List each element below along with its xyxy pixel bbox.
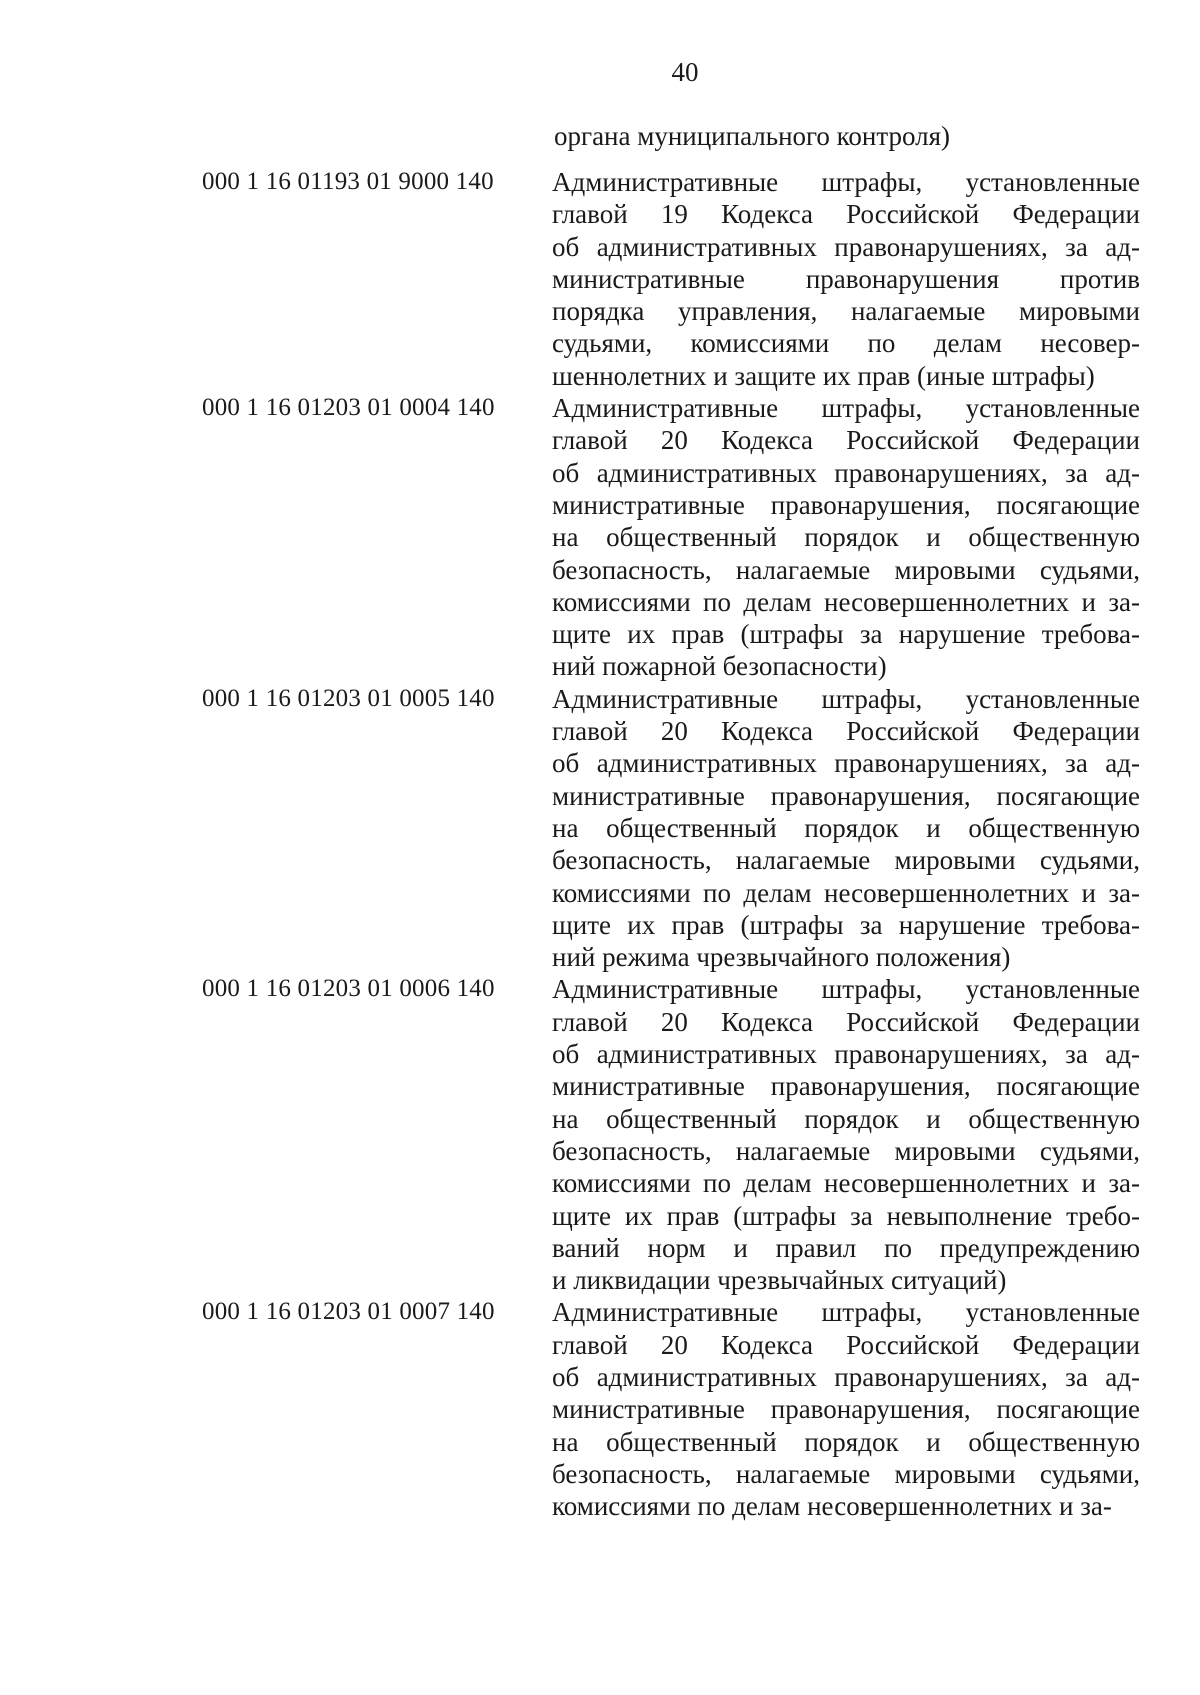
description-line: министративные правонарушения, посягающие <box>552 1394 1140 1425</box>
description-line: министративные правонарушения против <box>552 263 1140 294</box>
budget-code-entry <box>202 973 1140 1296</box>
description-line: комиссиями по делам несовершеннолетних и за- <box>552 877 1140 908</box>
budget-classification-code: 000 1 16 01203 01 0006 140 <box>202 975 495 1003</box>
description-line: министративные правонарушения, посягающие <box>552 489 1140 520</box>
description-line: на общественный порядок и общественную <box>552 1103 1140 1134</box>
entry-description <box>552 683 1140 974</box>
budget-classification-code: 000 1 16 01193 01 9000 140 <box>202 168 494 195</box>
description-line: главой 20 Кодекса Российской Федерации <box>552 425 1140 456</box>
description-line: главой 20 Кодекса Российской Федерации <box>552 716 1140 747</box>
description-line: комиссиями по делам несовершеннолетних и за- <box>552 586 1140 617</box>
description-line: комиссиями по делам несовершеннолетних и за- <box>552 1491 1112 1522</box>
description-line: Административные штрафы, установленные <box>552 167 1140 197</box>
description-line: порядка управления, налагаемые мировыми <box>552 296 1140 327</box>
description-line: безопасность, налагаемые мировыми судьями, <box>552 1458 1140 1489</box>
description-line: об административных правонарушениях, за ад- <box>552 457 1140 488</box>
entry-description <box>552 392 1140 683</box>
budget-classification-code: 000 1 16 01203 01 0005 140 <box>202 684 495 712</box>
description-line: безопасность, налагаемые мировыми судьями, <box>552 845 1140 876</box>
description-line: на общественный порядок и общественную <box>552 522 1140 553</box>
budget-code-entry <box>202 1296 1140 1522</box>
budget-classification-code: 000 1 16 01203 01 0007 140 <box>202 1298 495 1326</box>
description-line: главой 19 Кодекса Российской Федерации <box>552 199 1140 230</box>
description-line: ний пожарной безопасности) <box>552 651 887 682</box>
description-line: об административных правонарушениях, за ад- <box>552 1361 1140 1392</box>
description-line: Административные штрафы, установленные <box>552 974 1140 1005</box>
description-line: и ликвидации чрезвычайных ситуаций) <box>552 1265 1007 1296</box>
entry-description <box>552 1296 1140 1522</box>
description-line: Административные штрафы, установленные <box>552 393 1140 424</box>
budget-classification-code: 000 1 16 01203 01 0004 140 <box>202 394 495 422</box>
budget-code-entry <box>202 683 1140 974</box>
description-line: министративные правонарушения, посягающие <box>552 780 1140 811</box>
description-line: щите их прав (штрафы за нарушение требова- <box>552 909 1140 940</box>
description-line: об административных правонарушениях, за ад- <box>552 748 1140 779</box>
description-line: щите их прав (штрафы за нарушение требова- <box>552 619 1140 650</box>
budget-code-entry <box>202 392 1140 683</box>
description-line: на общественный порядок и общественную <box>552 1426 1140 1457</box>
description-line: главой 20 Кодекса Российской Федерации <box>552 1006 1140 1037</box>
description-line: министративные правонарушения, посягающие <box>552 1071 1140 1102</box>
description-line: Административные штрафы, установленные <box>552 1297 1140 1328</box>
description-line: ний режима чрезвычайного положения) <box>552 942 1011 973</box>
description-line: главой 20 Кодекса Российской Федерации <box>552 1329 1140 1360</box>
description-line: щите их прав (штрафы за невыполнение требо- <box>552 1200 1140 1231</box>
description-line: ваний норм и правил по предупреждению <box>552 1232 1140 1263</box>
budget-code-list <box>202 166 1140 1522</box>
description-line: безопасность, налагаемые мировыми судьями, <box>552 1135 1140 1166</box>
description-line: безопасность, налагаемые мировыми судьями, <box>552 554 1140 585</box>
page-number: 40 <box>671 57 699 87</box>
description-line: на общественный порядок и общественную <box>552 812 1140 843</box>
continuation-text: органа муниципального контроля) <box>554 121 951 151</box>
entry-description <box>552 973 1140 1296</box>
description-line: судьями, комиссиями по делам несовер- <box>552 328 1140 359</box>
budget-code-entry <box>202 166 1140 392</box>
description-line: об административных правонарушениях, за ад- <box>552 231 1140 262</box>
description-line: шеннолетних и защите их прав (иные штрафы) <box>552 360 1095 391</box>
description-line: об административных правонарушениях, за ад- <box>552 1039 1140 1070</box>
entry-description <box>552 166 1140 392</box>
description-line: Административные штрафы, установленные <box>552 683 1140 714</box>
description-line: комиссиями по делам несовершеннолетних и за- <box>552 1168 1140 1199</box>
